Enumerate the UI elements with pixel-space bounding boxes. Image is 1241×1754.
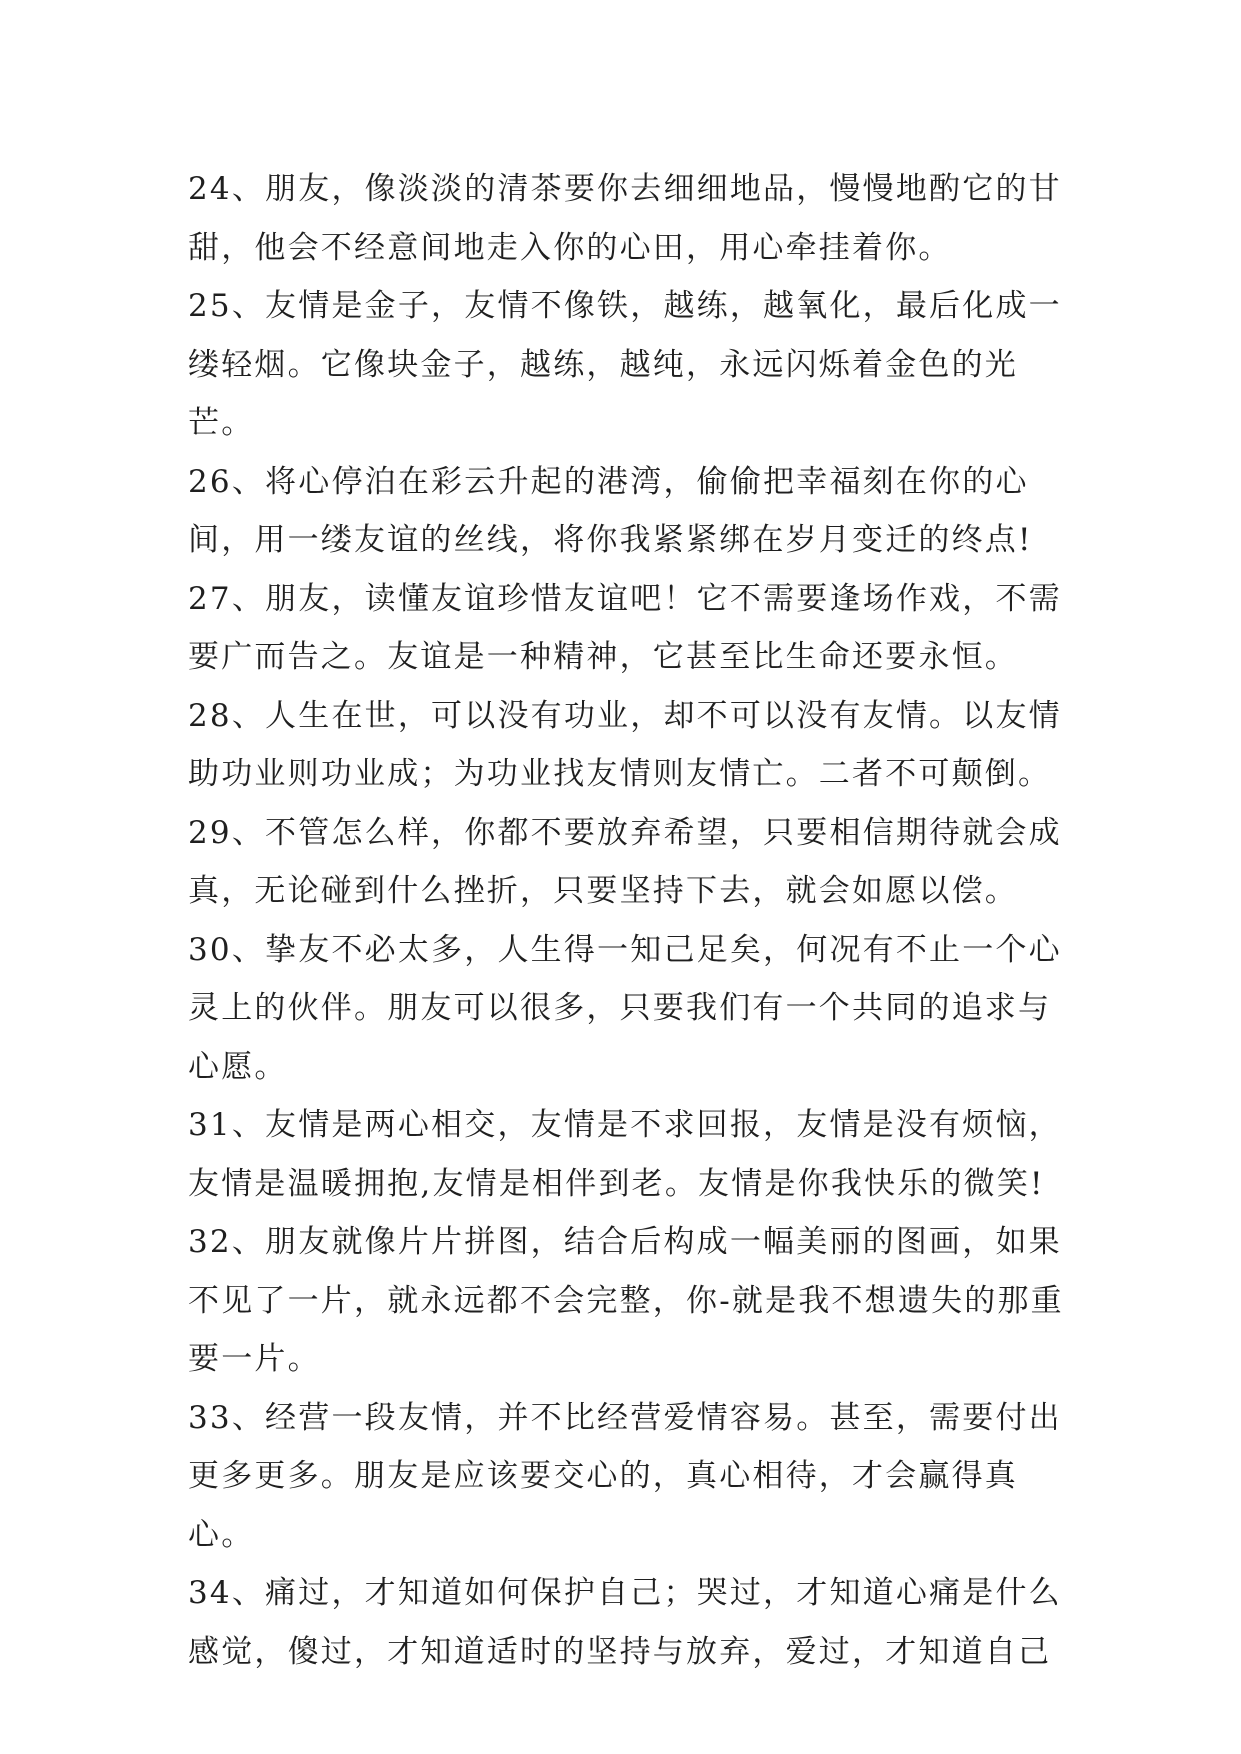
paragraph-32: 32、朋友就像片片拼图，结合后构成一幅美丽的图画，如果不见了一片，就永远都不会完整，你-就是我不想遗失的那重要一片。 <box>188 1224 1064 1377</box>
paragraph-25: 25、友情是金子，友情不像铁，越练，越氧化，最后化成一缕轻烟。它像块金子，越练，越纯，永远闪烁着金色的光芒。 <box>188 288 1062 441</box>
paragraph-29: 29、不管怎么样，你都不要放弃希望，只要相信期待就会成真，无论碰到什么挫折，只要坚持下去，就会如愿以偿。 <box>188 814 1062 909</box>
document-body <box>188 160 1078 1681</box>
paragraph-31: 31、友情是两心相交，友情是不求回报，友情是没有烦恼，友情是温暖拥抱,友情是相伴到老。友情是你我快乐的微笑! <box>188 1107 1062 1202</box>
paragraph-24: 24、朋友，像淡淡的清茶要你去细细地品，慢慢地酌它的甘甜，他会不经意间地走入你的心田，用心牵挂着你。 <box>188 171 1062 266</box>
paragraph-33: 33、经营一段友情，并不比经营爱情容易。甚至，需要付出更多更多。朋友是应该要交心的，真心相待，才会赢得真心。 <box>188 1399 1062 1553</box>
paragraph-27: 27、朋友，读懂友谊珍惜友谊吧！它不需要逢场作戏，不需要广而告之。友谊是一种精神，它甚至比生命还要永恒。 <box>188 580 1062 675</box>
paragraph-34: 34、痛过，才知道如何保护自己；哭过，才知道心痛是什么感觉，傻过，才知道适时的坚持与放弃，爱过，才知道自己 <box>188 1575 1062 1670</box>
paragraph-28: 28、人生在世，可以没有功业，却不可以没有友情。以友情助功业则功业成；为功业找友情则友情亡。二者不可颠倒。 <box>188 697 1062 792</box>
paragraph-26: 26、将心停泊在彩云升起的港湾，偷偷把幸福刻在你的心间，用一缕友谊的丝线，将你我紧紧绑在岁月变迁的终点! <box>188 463 1033 558</box>
paragraph-30: 30、挚友不必太多，人生得一知己足矣，何况有不止一个心灵上的伙伴。朋友可以很多，只要我们有一个共同的追求与心愿。 <box>188 931 1062 1085</box>
